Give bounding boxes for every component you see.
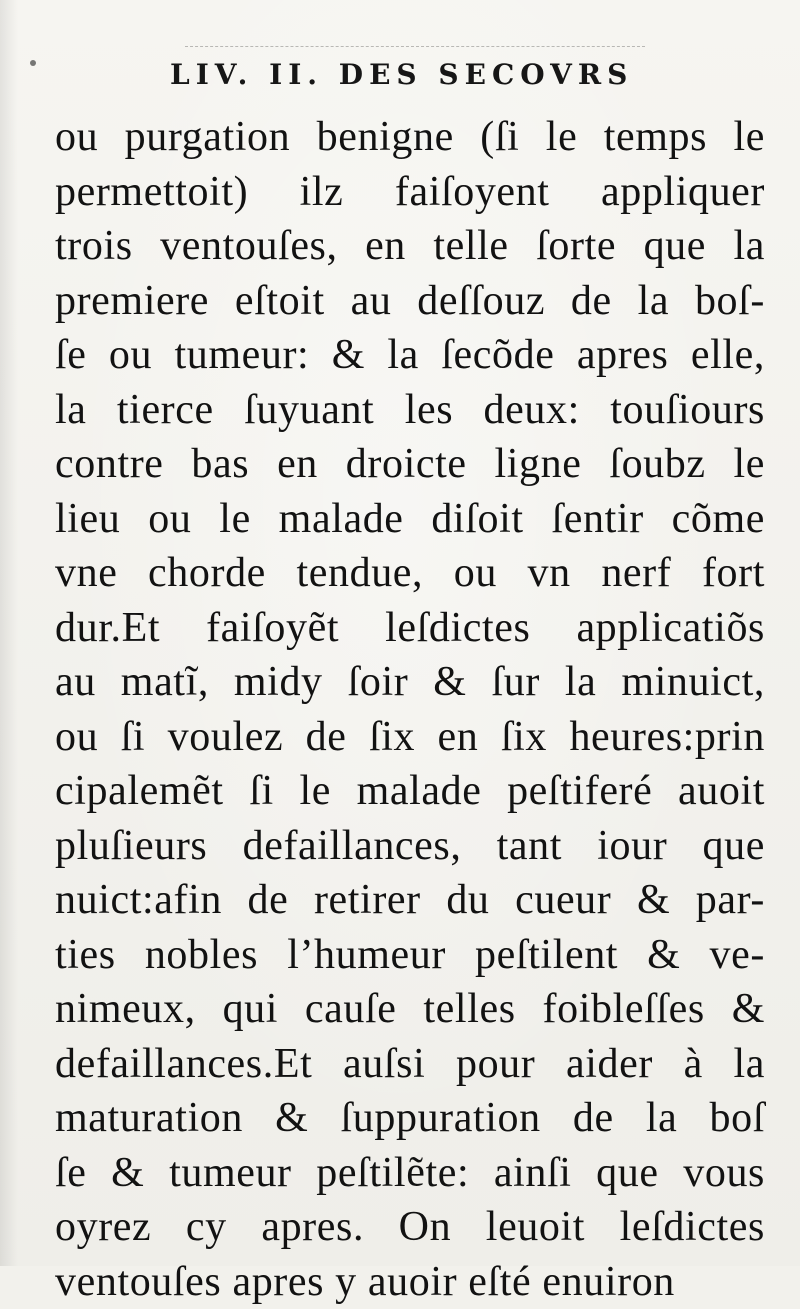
text-line: trois ventouſes, en telle ſorte que la — [55, 219, 765, 274]
text-line: lieu ou le malade diſoit ſentir cõme — [55, 492, 765, 547]
text-line: ſe & tumeur peſtilẽte: ainſi que vous — [55, 1146, 765, 1201]
text-line: ventouſes apres y auoir eſté enuiron — [55, 1255, 765, 1309]
text-line: ſe ou tumeur: & la ſecõde apres elle, — [55, 328, 765, 383]
running-head: LIV. II. DES SECOVRS — [170, 58, 650, 91]
text-line: la tierce ſuyuant les deux: touſiours — [55, 383, 765, 438]
text-line: cipalemẽt ſi le malade peſtiferé auoit — [55, 764, 765, 819]
text-line: au matĩ, midy ſoir & ſur la minuict, — [55, 655, 765, 710]
text-line: pluſieurs defaillances, tant iour que — [55, 819, 765, 874]
text-line: ou purgation benigne (ſi le temps le — [55, 110, 765, 165]
text-line: dur.Et faiſoyẽt leſdictes applicatiõs — [55, 601, 765, 656]
text-line: ou ſi voulez de ſix en ſix heures:prin — [55, 710, 765, 765]
text-line: ties nobles l’humeur peſtilent & ve- — [55, 928, 765, 983]
page-edge-shadow — [0, 0, 18, 1266]
text-line: permettoit) ilz faiſoyent appliquer — [55, 165, 765, 220]
text-line: nimeux, qui cauſe telles foibleſſes & — [55, 982, 765, 1037]
top-rule — [185, 46, 645, 47]
text-line: maturation & ſuppuration de la boſ — [55, 1091, 765, 1146]
text-line: nuict:afin de retirer du cueur & par- — [55, 873, 765, 928]
ink-speck — [30, 60, 36, 66]
text-line: contre bas en droicte ligne ſoubz le — [55, 437, 765, 492]
body-text — [55, 110, 765, 1309]
text-line: premiere eſtoit au deſſouz de la boſ- — [55, 274, 765, 329]
text-line: defaillances.Et auſsi pour aider à la — [55, 1037, 765, 1092]
text-line: vne chorde tendue, ou vn nerf fort — [55, 546, 765, 601]
text-line: oyrez cy apres. On leuoit leſdictes — [55, 1200, 765, 1255]
